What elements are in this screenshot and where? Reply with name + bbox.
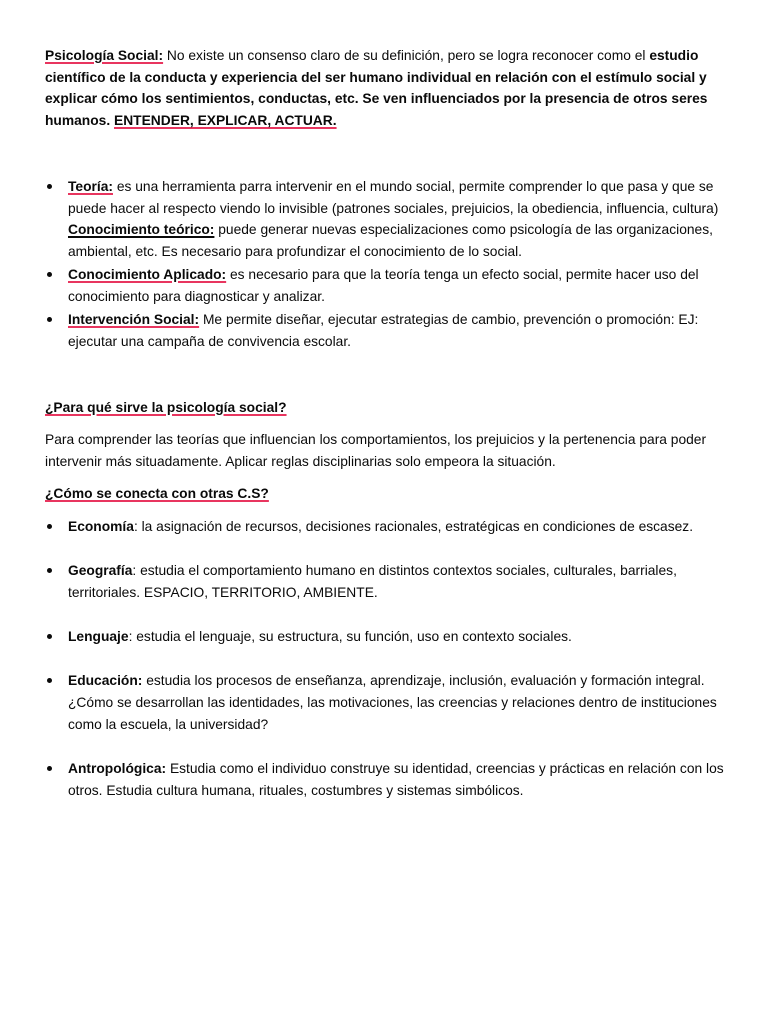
intro-term: Psicología Social: [45, 48, 164, 63]
concept-item-teoria [45, 176, 735, 263]
concept-term: Intervención Social: [68, 312, 200, 328]
connection-text: : la asignación de recursos, decisiones racionales, estratégicas en condiciones de escasez. [133, 519, 694, 534]
connection-term: Economía [68, 519, 134, 534]
intro-paragraph [45, 45, 735, 132]
connection-item-antropologica [45, 758, 735, 801]
connection-item-educacion [45, 670, 735, 735]
concept-term: Teoría: [68, 179, 113, 194]
connection-term: Lenguaje [68, 629, 129, 645]
concept-text-secondary: puede generar nuevas especializaciones como psicología de las organizaciones, ambiental, etc. Es necesario para profundizar el conocimiento de lo social. [68, 222, 713, 260]
connection-term: Antropológica: [68, 760, 167, 776]
concept-term: Conocimiento Aplicado: [68, 267, 227, 283]
concepts-list [45, 176, 735, 354]
concept-item-aplicado [45, 264, 735, 307]
purpose-heading: ¿Para qué sirve la psicología social? [45, 400, 287, 415]
connections-list [45, 516, 735, 801]
concept-text: es necesario para que la teoría tenga un efecto social, permite hacer uso del conocimiento para diagnosticar y analizar. [68, 267, 699, 305]
connections-heading: ¿Cómo se conecta con otras C.S? [45, 486, 269, 501]
connection-text: : estudia el comportamiento humano en distintos contextos sociales, culturales, barriales, territoriales. ESPACIO, TERRITORIO, AMBIENTE. [68, 563, 677, 600]
connection-term: Educación: [68, 673, 143, 689]
intro-text-plain: No existe un consenso claro de su definición, pero se logra reconocer como el [163, 48, 650, 63]
connection-text: estudia los procesos de enseñanza, aprendizaje, inclusión, evaluación y formación integral. ¿Cómo se desarrollan las identidades, las motivaciones, las creencias y relaciones dentro de instituciones como la escuela, la universidad? [68, 673, 717, 732]
connection-text: : estudia el lenguaje, su estructura, su función, uso en contexto sociales. [128, 629, 572, 645]
purpose-paragraph: Para comprender las teorías que influencian los comportamientos, los prejuicios y la pertenencia para poder intervenir más situadamente. Aplicar reglas disciplinarias solo empeora la situación. [45, 432, 707, 469]
connection-item-geografia [45, 560, 735, 603]
connection-term: Geografía [68, 563, 133, 579]
concept-text: Me permite diseñar, ejecutar estrategias de cambio, prevención o promoción: EJ: ejecutar una campaña de convivencia escolar. [68, 312, 699, 349]
intro-text-bold: estudio científico de la conducta y experiencia del ser humano individual en relación con el estímulo social y explicar cómo los sentimientos, conductas, etc. Se ven influenciados por la presencia de otros seres humanos. [45, 48, 708, 129]
concept-item-intervencion [45, 309, 735, 352]
concept-term-secondary: Conocimiento teórico: [68, 222, 215, 238]
connection-item-lenguaje [45, 626, 735, 648]
connection-item-economia [45, 516, 735, 538]
intro-keywords: ENTENDER, EXPLICAR, ACTUAR. [114, 113, 337, 129]
concept-text: es una herramienta parra intervenir en el mundo social, permite comprender lo que pasa y que se puede hacer al respecto viendo lo invisible (patrones sociales, prejuicios, la obediencia, influencia, cultura) [68, 179, 719, 216]
connection-text: Estudia como el individuo construye su identidad, creencias y prácticas en relación con los otros. Estudia cultura humana, rituales, costumbres y sistemas simbólicos. [68, 760, 724, 798]
